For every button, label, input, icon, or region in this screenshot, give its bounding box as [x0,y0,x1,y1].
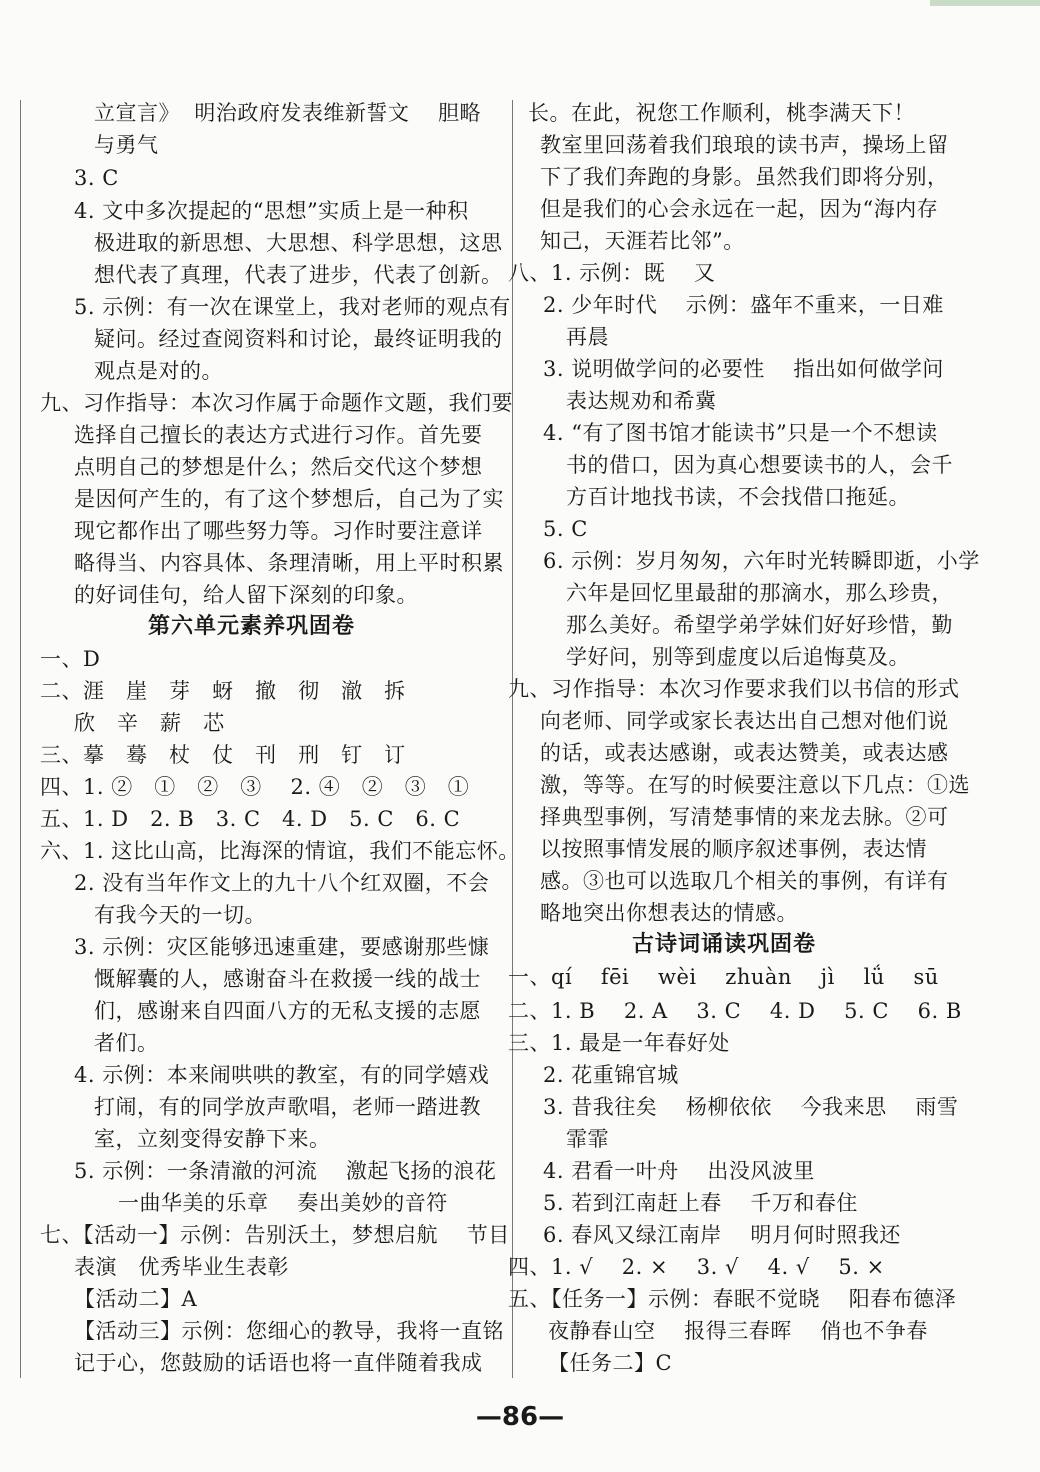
right-column-line: 九、习作指导：本次习作要求我们以书信的形式 [508,677,960,701]
right-column-line: 的话，或表达感谢，或表达赞美，或表达感 [540,741,949,765]
right-column-line: 4. 君看一叶舟 出没风波里 [543,1159,815,1183]
right-column-line: 略地突出你想表达的情感。 [540,901,798,925]
right-column-line: 向老师、同学或家长表达出自己想对他们说 [540,709,949,733]
left-column-line: 四、1. ② ① ② ③ 2. ④ ② ③ ① [40,775,470,799]
left-column-line: 九、习作指导：本次习作属于命题作文题，我们要 [40,391,513,415]
right-column-line: 三、1. 最是一年春好处 [508,1031,730,1055]
right-column-line: 书的借口，因为真心想要读书的人，会千 [566,453,953,477]
left-column-line: 七、【活动一】示例：告别沃土，梦想启航 节目 [40,1223,510,1247]
section-title: 古诗词诵读巩固卷 [632,932,817,957]
left-column-line: 打闹，有的同学放声歌唱，老师一踏进教 [94,1095,481,1119]
right-column-line: 6. 春风又绿江南岸 明月何时照我还 [543,1223,901,1247]
right-column-line: 知己，天涯若比邻”。 [540,229,745,253]
right-column-line: 那么美好。希望学弟学妹们好好珍惜，勤 [566,613,953,637]
right-column-line: 2. 花重锦官城 [543,1063,679,1087]
right-column-line: 六年是回忆里最甜的那滴水，那么珍贵， [566,581,953,605]
right-column-line: 下了我们奔跑的身影。虽然我们即将分别， [540,165,949,189]
left-column-line: 三、摹 蓦 杖 仗 刊 刑 钉 订 [40,743,406,767]
left-column-line: 五、1. D 2. B 3. C 4. D 5. C 6. C [40,807,461,831]
section-title: 第六单元素养巩固卷 [148,614,356,639]
right-column-line: 学好问，别等到虚度以后追悔莫及。 [566,645,910,669]
right-column-line: 二、1. B 2. A 3. C 4. D 5. C 6. B [508,999,962,1023]
left-column-line: 表演 优秀毕业生表彰 [74,1255,290,1279]
left-column-line: 点明自己的梦想是什么；然后交代这个梦想 [74,455,483,479]
left-column-line: 4. 示例：本来闹哄哄的教室，有的同学嬉戏 [74,1063,490,1087]
left-column-line: 选择自己擅长的表达方式进行习作。首先要 [74,423,483,447]
left-column-line: 极进取的新思想、大思想、科学思想，这思 [94,231,503,255]
right-column-line: 长。在此，祝您工作顺利，桃李满天下！ [528,101,915,125]
right-column-line: 一、qí fēi wèi zhuàn jì lǘ sū [508,965,939,989]
left-column-line: 与勇气 [94,133,159,157]
right-column-line: 五、【任务一】示例：春眠不觉晓 阳春布德泽 [508,1287,957,1311]
left-column-line: 者们。 [94,1031,159,1055]
left-column-line: 们，感谢来自四面八方的无私支援的志愿 [94,999,481,1023]
right-column-line: 表达规劝和希冀 [566,389,717,413]
left-column-line: 室，立刻变得安静下来。 [94,1127,331,1151]
left-column-line: 一、D [40,647,101,671]
left-column-line: 立宣言》 明治政府发表维新誓文 胆略 [94,101,482,125]
page-number: —86— [475,1402,565,1432]
right-column-line: 感。③也可以选取几个相关的事例，有详有 [540,869,949,893]
right-column-line: 【任务二】C [548,1351,673,1375]
left-column-line: 有我今天的一切。 [94,903,266,927]
left-column-line: 3. 示例：灾区能够迅速重建，要感谢那些慷 [74,935,490,959]
right-column-line: 3. 昔我往矣 杨柳依依 今我来思 雨雪 [543,1095,959,1119]
left-column-line: 【活动三】示例：您细心的教导，我将一直铭 [74,1319,504,1343]
left-column-line: 略得当、内容具体、条理清晰，用上平时积累 [74,551,504,575]
left-column-line: 想代表了真理，代表了进步，代表了创新。 [94,263,503,287]
right-column-line: 以按照事情发展的顺序叙述事例，表达情 [540,837,927,861]
left-column-line: 【活动二】A [74,1287,198,1311]
left-column-line: 一曲华美的乐章 奏出美妙的音符 [118,1191,448,1215]
left-margin-rule [20,100,21,1378]
left-column-line: 慨解囊的人，感谢奋斗在救援一线的战士 [94,967,481,991]
right-column-line: 2. 少年时代 示例：盛年不重来，一日难 [543,293,944,317]
right-column-line: 3. 说明做学问的必要性 指出如何做学问 [543,357,944,381]
left-column-line: 4. 文中多次提起的“思想”实质上是一种积 [74,199,469,223]
left-column-line: 5. 示例：一条清澈的河流 激起飞扬的浪花 [74,1159,497,1183]
right-column-line: 教室里回荡着我们琅琅的读书声，操场上留 [540,133,949,157]
right-column-line: 5. C [543,517,588,541]
left-column-line: 2. 没有当年作文上的九十八个红双圈，不会 [74,871,490,895]
right-column-line: 但是我们的心会永远在一起，因为“海内存 [540,197,939,221]
right-column-line: 6. 示例：岁月匆匆，六年时光转瞬即逝，小学 [543,549,980,573]
right-column-line: 四、1. √ 2. × 3. √ 4. √ 5. × [508,1255,885,1279]
right-column-line: 夜静春山空 报得三春晖 俏也不争春 [548,1319,928,1343]
left-column-line: 5. 示例：有一次在课堂上，我对老师的观点有 [74,295,511,319]
right-column-line: 方百计地找书读，不会找借口拖延。 [566,485,910,509]
left-column-line: 记于心，您鼓励的话语也将一直伴随着我成 [74,1351,483,1375]
top-color-band [930,0,1040,6]
right-column-line: 霏霏 [566,1127,609,1151]
left-column-line: 的好词佳句，给人留下深刻的印象。 [74,583,418,607]
right-column-line: 激，等等。在写的时候要注意以下几点：①选 [540,773,970,797]
left-column-line: 疑问。经过查阅资料和讨论，最终证明我的 [94,327,503,351]
left-column-line: 3. C [74,166,119,190]
right-column-line: 4. “有了图书馆才能读书”只是一个不想读 [543,421,938,445]
right-column-line: 八、1. 示例：既 又 [508,261,716,285]
left-column-line: 欣 辛 薪 芯 [74,711,225,735]
left-column-line: 观点是对的。 [94,359,223,383]
right-column-line: 再晨 [566,325,609,349]
right-column-line: 择典型事例，写清楚事情的来龙去脉。②可 [540,805,949,829]
left-column-line: 是因何产生的，有了这个梦想后，自己为了实 [74,487,504,511]
left-column-line: 六、1. 这比山高，比海深的情谊，我们不能忘怀。 [40,839,520,863]
left-column-line: 二、涯 崖 芽 蚜 撤 彻 澈 拆 [40,679,406,703]
column-divider [512,100,513,1378]
left-column-line: 现它都作出了哪些努力等。习作时要注意详 [74,519,483,543]
right-column-line: 5. 若到江南赶上春 千万和春住 [543,1191,858,1215]
